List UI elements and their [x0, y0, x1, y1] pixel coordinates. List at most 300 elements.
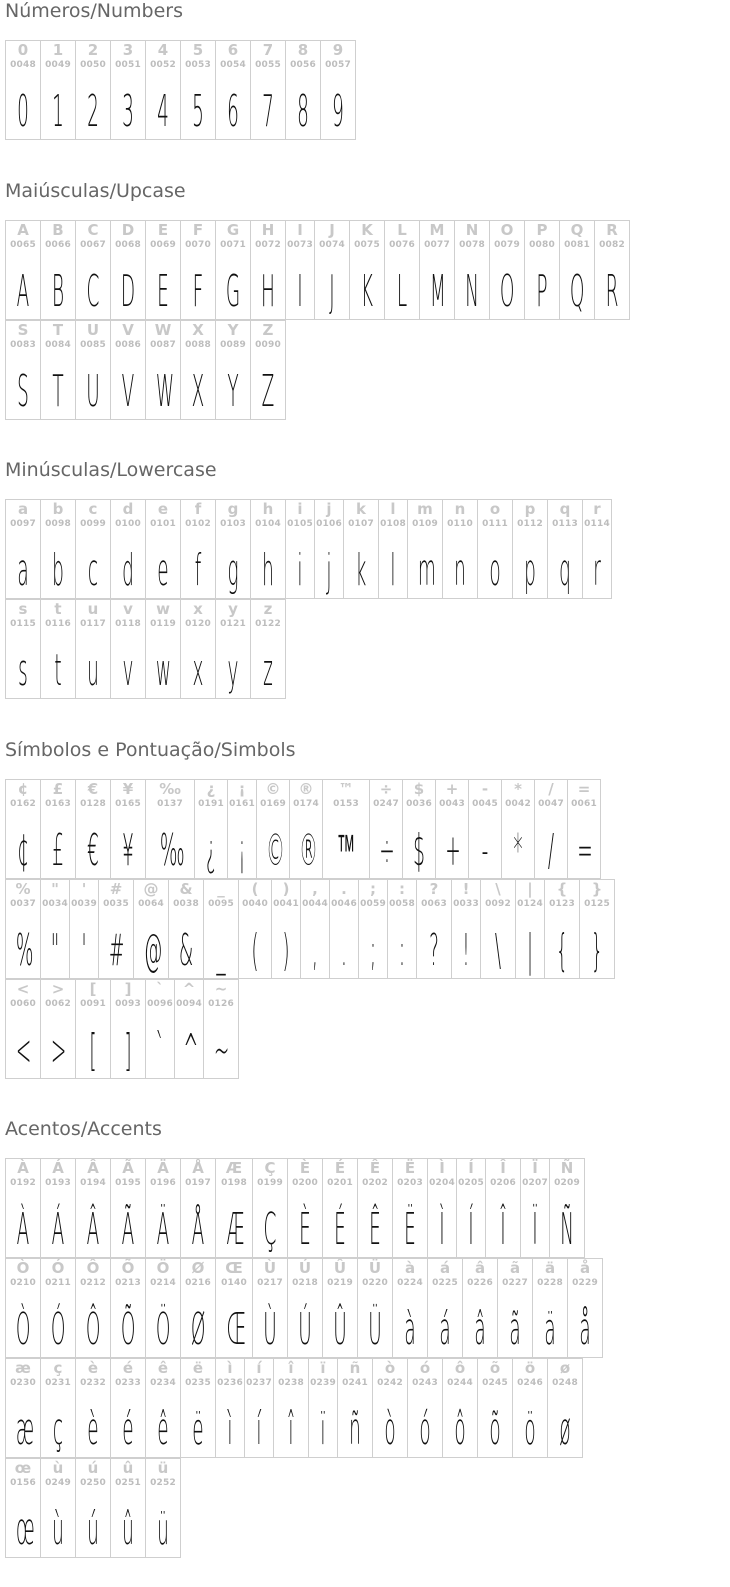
glyph-label: ^ [182, 980, 196, 998]
glyph-code: 0078 [459, 240, 485, 250]
glyph-code: 0123 [549, 899, 575, 909]
glyph-sample: W [155, 366, 175, 417]
glyph-code: 0079 [494, 240, 520, 250]
glyph-sample: x [192, 645, 204, 696]
glyph-sample: É [334, 1204, 346, 1255]
glyph-sample: @ [143, 925, 163, 976]
glyph-label: © [265, 780, 281, 798]
glyph-sample: | [526, 925, 534, 976]
glyph-sample: z [263, 645, 273, 696]
glyph-code: 0207 [522, 1178, 548, 1188]
glyph-sample: $ [413, 825, 425, 876]
glyph-code: 0225 [432, 1278, 458, 1288]
glyph-label: / [548, 780, 554, 798]
glyph-code: 0109 [412, 519, 438, 529]
glyph-sample: í [256, 1404, 262, 1455]
glyph-label: ê [157, 1359, 169, 1377]
glyph-sample: L [396, 266, 408, 317]
glyph-code: 0065 [10, 240, 36, 250]
glyph-code: 0112 [517, 519, 543, 529]
glyph-cell [392, 1258, 428, 1358]
glyph-sample: ù [52, 1504, 64, 1555]
glyph-sample: o [489, 545, 501, 596]
glyph-code: 0227 [502, 1278, 528, 1288]
glyph-code: 0085 [80, 340, 106, 350]
glyph-label: \ [495, 880, 501, 898]
glyph-label: s [18, 600, 28, 618]
glyph-code: 0120 [185, 619, 211, 629]
glyph-label: _ [217, 880, 225, 898]
glyph-cell [40, 1258, 76, 1358]
glyph-cell [322, 1158, 358, 1258]
glyph-cell [524, 220, 560, 320]
glyph-cell [110, 1458, 146, 1558]
glyph-label: C [87, 221, 99, 239]
glyph-label: I [297, 221, 303, 239]
glyph-label: # [109, 880, 123, 898]
glyph-label: ø [559, 1359, 571, 1377]
glyph-sample: D [120, 266, 136, 317]
glyph-sample: Ï [532, 1204, 538, 1255]
glyph-code: 0102 [185, 519, 211, 529]
glyph-sample: < [15, 1025, 32, 1076]
glyph-label: ¿ [206, 780, 216, 798]
glyph-sample: Œ [226, 1304, 247, 1355]
glyph-sample: £ [52, 825, 64, 876]
glyph-sample: Ê [369, 1204, 381, 1255]
glyph-code: 0099 [80, 519, 106, 529]
glyph-sample: c [87, 545, 99, 596]
glyph-code: 0097 [10, 519, 36, 529]
glyph-cell [145, 599, 181, 699]
glyph-sample: Û [333, 1304, 347, 1355]
glyph-sample: œ [15, 1504, 35, 1555]
glyph-cell [40, 1158, 76, 1258]
glyph-label: k [356, 500, 366, 518]
glyph-sample: A [16, 266, 30, 317]
glyph-sample: Ú [298, 1304, 312, 1355]
glyph-sample: ô [454, 1404, 466, 1455]
glyph-cell [110, 779, 146, 879]
glyph-code: 0250 [80, 1478, 106, 1488]
glyph-code: 0249 [45, 1478, 71, 1488]
glyph-code: 0045 [472, 799, 498, 809]
glyph-label: > [51, 980, 65, 998]
glyph-code: 0235 [185, 1378, 211, 1388]
glyph-sample: ì [227, 1404, 233, 1455]
glyph-cell [285, 499, 315, 599]
glyph-sample: Ô [85, 1304, 101, 1355]
glyph-code: 0237 [246, 1378, 272, 1388]
glyph-row [5, 1458, 181, 1558]
glyph-sample: Ç [263, 1204, 277, 1255]
glyph-label: S [17, 321, 29, 339]
glyph-cell [322, 1258, 358, 1358]
glyph-code: 0198 [221, 1178, 247, 1188]
glyph-label: 9 [332, 41, 344, 59]
glyph-cell [75, 599, 111, 699]
glyph-label: z [263, 600, 273, 618]
glyph-code: 0211 [45, 1278, 71, 1288]
glyph-sample: Å [191, 1204, 205, 1255]
glyph-label: = [577, 780, 591, 798]
glyph-sample: à [404, 1304, 416, 1355]
glyph-sample: € [87, 825, 99, 876]
glyph-sample: > [50, 1025, 67, 1076]
glyph-label: % [15, 880, 31, 898]
glyph-label: ë [192, 1359, 204, 1377]
glyph-sample: ` [155, 1025, 165, 1076]
glyph-cell [427, 1258, 463, 1358]
glyph-sample: _ [216, 925, 226, 976]
glyph-code: 0196 [150, 1178, 176, 1188]
glyph-cell [215, 599, 251, 699]
glyph-label: + [445, 780, 459, 798]
glyph-code: 0082 [599, 240, 625, 250]
glyph-cell [520, 1158, 550, 1258]
glyph-cell [549, 1158, 585, 1258]
glyph-sample: b [52, 545, 64, 596]
glyph-sample: Q [569, 266, 585, 317]
glyph-label: Ì [439, 1159, 445, 1177]
glyph-label: Î [500, 1159, 506, 1177]
glyph-code: 0087 [150, 340, 176, 350]
glyph-code: 0103 [220, 519, 246, 529]
glyph-code: 0042 [505, 799, 531, 809]
glyph-code: 0081 [564, 240, 590, 250]
glyph-sample: ø [559, 1404, 571, 1455]
glyph-label: A [17, 221, 29, 239]
glyph-label: l [390, 500, 396, 518]
glyph-sample: l [390, 545, 396, 596]
glyph-code: 0122 [255, 619, 281, 629]
glyph-cell [145, 1258, 181, 1358]
glyph-sample: 8 [297, 86, 309, 137]
glyph-sample: 1 [52, 86, 64, 137]
glyph-code: 0068 [115, 240, 141, 250]
glyph-label: O [500, 221, 514, 239]
glyph-cell [110, 599, 146, 699]
glyph-code: 0074 [319, 240, 345, 250]
glyph-label: Y [227, 321, 239, 339]
glyph-sample: h [262, 545, 274, 596]
glyph-cell [5, 499, 41, 599]
glyph-code: 0053 [185, 60, 211, 70]
glyph-sample: B [51, 266, 65, 317]
glyph-label: À [17, 1159, 29, 1177]
glyph-label: 6 [227, 41, 239, 59]
glyph-cell [110, 979, 146, 1079]
glyph-label: H [261, 221, 275, 239]
glyph-cell [40, 320, 76, 420]
glyph-cell [180, 1358, 216, 1458]
glyph-sample: # [108, 925, 125, 976]
glyph-sample: ò [384, 1404, 396, 1455]
glyph-sample: ~ [213, 1025, 230, 1076]
glyph-cell [497, 1258, 533, 1358]
glyph-code: 0071 [220, 240, 246, 250]
glyph-cell [215, 220, 251, 320]
glyph-sample: V [121, 366, 135, 417]
glyph-code: 0037 [10, 899, 36, 909]
glyph-cell [5, 599, 41, 699]
glyph-row [5, 979, 239, 1079]
glyph-sample: Ä [156, 1204, 170, 1255]
glyph-cell [320, 40, 356, 140]
glyph-sample: O [499, 266, 515, 317]
glyph-sample: + [445, 825, 461, 876]
glyph-label: g [227, 500, 239, 518]
glyph-cell [416, 879, 452, 979]
glyph-sample: 2 [87, 86, 99, 137]
glyph-cell [567, 1258, 603, 1358]
glyph-cell [285, 220, 315, 320]
glyph-cell [215, 1158, 253, 1258]
glyph-code: 0229 [572, 1278, 598, 1288]
glyph-code: 0088 [185, 340, 211, 350]
glyph-code: 0094 [176, 999, 202, 1009]
glyph-label: ü [157, 1459, 169, 1477]
glyph-code: 0116 [45, 619, 71, 629]
glyph-sample: p [524, 545, 536, 596]
glyph-cell [454, 220, 490, 320]
glyph-sample: v [122, 645, 134, 696]
glyph-code: 0209 [554, 1178, 580, 1188]
glyph-code: 0061 [571, 799, 597, 809]
glyph-code: 0046 [331, 899, 357, 909]
glyph-label: è [87, 1359, 99, 1377]
glyph-sample: ! [462, 925, 470, 976]
glyph-code: 0124 [517, 899, 543, 909]
glyph-cell [273, 1358, 309, 1458]
glyph-code: 0169 [260, 799, 286, 809]
glyph-cell [40, 1358, 76, 1458]
glyph-sample: Ò [15, 1304, 31, 1355]
glyph-label: G [226, 221, 240, 239]
glyph-cell [145, 40, 181, 140]
glyph-code: 0239 [310, 1378, 336, 1388]
glyph-label: ~ [214, 980, 228, 998]
glyph-label: Õ [121, 1259, 135, 1277]
glyph-code: 0213 [115, 1278, 141, 1288]
glyph-cell [419, 220, 455, 320]
glyph-cell [168, 879, 204, 979]
glyph-code: 0251 [115, 1478, 141, 1488]
glyph-sample: Ø [190, 1304, 206, 1355]
glyph-sample: 5 [192, 86, 204, 137]
glyph-sample: { [556, 925, 568, 976]
glyph-cell [75, 1458, 111, 1558]
glyph-label: ò [384, 1359, 396, 1377]
glyph-label: Ê [369, 1159, 381, 1177]
glyph-cell [145, 1358, 181, 1458]
glyph-code: 0069 [150, 240, 176, 250]
glyph-sample: w [155, 645, 171, 696]
glyph-sample: : [398, 925, 406, 976]
glyph-cell [5, 1458, 41, 1558]
glyph-code: 0216 [185, 1278, 211, 1288]
glyph-label: Z [262, 321, 274, 339]
glyph-code: 0245 [482, 1378, 508, 1388]
glyph-cell [238, 879, 272, 979]
glyph-label: e [157, 500, 169, 518]
glyph-sample: J [329, 266, 335, 317]
glyph-label: ] [124, 980, 132, 998]
glyph-sample: è [87, 1404, 99, 1455]
glyph-label: r [593, 500, 601, 518]
glyph-label: R [606, 221, 618, 239]
glyph-cell [110, 1258, 146, 1358]
glyph-cell [287, 1158, 323, 1258]
glyph-cell [250, 320, 286, 420]
glyph-sample: / [547, 825, 555, 876]
glyph-cell [145, 1158, 181, 1258]
glyph-label: 2 [87, 41, 99, 59]
glyph-code: 0104 [255, 519, 281, 529]
glyph-cell [69, 879, 99, 979]
glyph-label: J [329, 221, 335, 239]
glyph-sample: ¿ [206, 825, 216, 876]
glyph-label: E [157, 221, 169, 239]
glyph-code: 0162 [10, 799, 36, 809]
glyph-code: 0165 [115, 799, 141, 809]
glyph-sample: ¡ [238, 825, 246, 876]
glyph-code: 0064 [138, 899, 164, 909]
glyph-code: 0248 [552, 1378, 578, 1388]
glyph-cell [40, 979, 76, 1079]
glyph-code: 0044 [302, 899, 328, 909]
glyph-sample: Ü [368, 1304, 382, 1355]
glyph-label: ì [227, 1359, 233, 1377]
section-title: Maiúsculas/Upcase [5, 180, 186, 202]
glyph-cell [40, 220, 76, 320]
glyph-cell [5, 1258, 41, 1358]
glyph-sample: [ [89, 1025, 97, 1076]
glyph-sample: À [16, 1204, 30, 1255]
glyph-label: h [262, 500, 274, 518]
glyph-label: Q [570, 221, 584, 239]
glyph-code: 0203 [397, 1178, 423, 1188]
glyph-label: i [297, 500, 303, 518]
glyph-cell [547, 499, 583, 599]
glyph-code: 0034 [42, 899, 68, 909]
glyph-code: 0197 [185, 1178, 211, 1188]
glyph-sample: Â [86, 1204, 100, 1255]
glyph-code: 0054 [220, 60, 246, 70]
glyph-label: ‰ [159, 780, 181, 798]
glyph-cell [75, 320, 111, 420]
glyph-cell [5, 1358, 41, 1458]
glyph-sample: q [559, 545, 571, 596]
glyph-sample: Ë [404, 1204, 416, 1255]
glyph-cell [215, 320, 251, 420]
glyph-label: B [52, 221, 64, 239]
glyph-code: 0153 [333, 799, 359, 809]
glyph-cell [384, 220, 420, 320]
glyph-cell [5, 40, 41, 140]
glyph-code: 0091 [80, 999, 106, 1009]
glyph-label: } [591, 880, 603, 898]
glyph-label: t [54, 600, 62, 618]
glyph-code: 0163 [45, 799, 71, 809]
glyph-label: Å [192, 1159, 204, 1177]
glyph-sample: Õ [120, 1304, 136, 1355]
glyph-sample: 7 [262, 86, 274, 137]
glyph-label: & [179, 880, 193, 898]
glyph-code: 0067 [80, 240, 106, 250]
glyph-cell [5, 779, 41, 879]
glyph-code: 0039 [71, 899, 97, 909]
glyph-code: 0058 [389, 899, 415, 909]
glyph-label: N [465, 221, 479, 239]
glyph-label: 1 [52, 41, 64, 59]
glyph-label: u [87, 600, 99, 618]
glyph-cell [244, 1358, 274, 1458]
glyph-code: 0206 [490, 1178, 516, 1188]
glyph-sample: I [297, 266, 303, 317]
glyph-cell [133, 879, 169, 979]
glyph-code: 0092 [485, 899, 511, 909]
glyph-cell [582, 499, 612, 599]
glyph-cell [285, 40, 321, 140]
glyph-code: 0238 [278, 1378, 304, 1388]
glyph-label: ã [509, 1259, 521, 1277]
glyph-sample: û [122, 1504, 134, 1555]
glyph-sample: ? [429, 925, 439, 976]
glyph-label: | [527, 880, 533, 898]
glyph-code: 0043 [439, 799, 465, 809]
glyph-sample: ç [52, 1404, 64, 1455]
glyph-cell [75, 220, 111, 320]
glyph-label: Ü [368, 1259, 382, 1277]
glyph-sample: r [593, 545, 601, 596]
glyph-label: € [87, 780, 99, 798]
glyph-sample: , [312, 925, 318, 976]
glyph-code: 0059 [360, 899, 386, 909]
glyph-cell [250, 499, 286, 599]
glyph-cell [203, 879, 239, 979]
glyph-row [5, 499, 612, 599]
glyph-code: 0194 [80, 1178, 106, 1188]
glyph-sample: 0 [17, 86, 29, 137]
glyph-sample: ÷ [379, 825, 395, 876]
glyph-label: Ë [404, 1159, 416, 1177]
glyph-cell [407, 1358, 443, 1458]
glyph-code: 0080 [529, 240, 555, 250]
glyph-cell [329, 879, 359, 979]
glyph-code: 0231 [45, 1378, 71, 1388]
glyph-cell [174, 979, 204, 1079]
glyph-code: 0140 [221, 1278, 247, 1288]
glyph-code: 0137 [157, 799, 183, 809]
glyph-sample: é [122, 1404, 134, 1455]
glyph-code: 0048 [10, 60, 36, 70]
glyph-row [5, 1158, 585, 1258]
glyph-sample: T [52, 366, 64, 417]
glyph-sample: - [481, 825, 489, 876]
glyph-label: f [194, 500, 202, 518]
glyph-code: 0113 [552, 519, 578, 529]
glyph-code: 0051 [115, 60, 141, 70]
glyph-code: 0230 [10, 1378, 36, 1388]
glyph-code: 0106 [316, 519, 342, 529]
glyph-label: ) [282, 880, 290, 898]
glyph-label: Ï [532, 1159, 538, 1177]
glyph-label: a [17, 500, 29, 518]
glyph-label: ? [429, 880, 439, 898]
glyph-cell [451, 879, 481, 979]
glyph-label: X [192, 321, 204, 339]
